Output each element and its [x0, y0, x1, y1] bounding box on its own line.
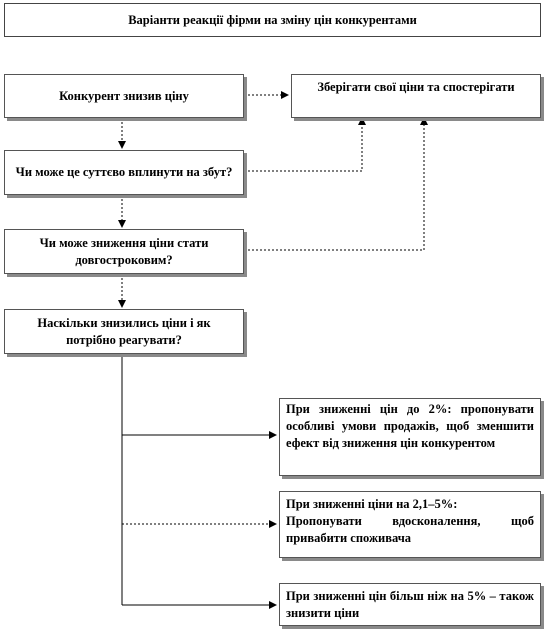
node-opt2 — [279, 491, 541, 558]
node-opt1-text: При зниженні цін до 2%: пропонувати особливі умови продажів, щоб зменшити ефект від зниження цін конкурентом — [286, 402, 534, 450]
node-opt3 — [279, 583, 541, 626]
node-q2-text: Чи може зниження ціни стати довгостроковим? — [39, 235, 209, 267]
title-text: Варіанти реакції фірми на зміну цін конкурентами — [128, 12, 417, 27]
node-start-text: Конкурент знизив ціну — [59, 88, 189, 103]
arrow-q2-to-keep — [244, 118, 424, 250]
node-q1 — [4, 150, 244, 195]
node-q1-text: Чи може це суттєво вплинути на збут? — [15, 165, 233, 179]
node-q3 — [4, 309, 244, 354]
arrow-q1-to-keep — [244, 118, 362, 171]
node-opt3-text: При зниженні цін більш ніж на 5% – також знизити ціни — [286, 589, 534, 620]
node-opt2-heading: При зниженні ціни на 2,1–5%: — [286, 497, 458, 511]
node-q3-text: Наскільки знизились ціни і як потрібно реагувати? — [37, 315, 211, 347]
node-q2 — [4, 229, 244, 274]
node-opt1 — [279, 398, 541, 476]
node-keep-text: Зберігати свої ціни та спостерігати — [317, 80, 515, 94]
diagram-title — [4, 3, 541, 37]
node-opt2-text: Пропонувати вдосконалення, щоб привабити споживача — [286, 514, 534, 545]
node-start — [4, 74, 244, 118]
node-keep — [291, 74, 541, 118]
